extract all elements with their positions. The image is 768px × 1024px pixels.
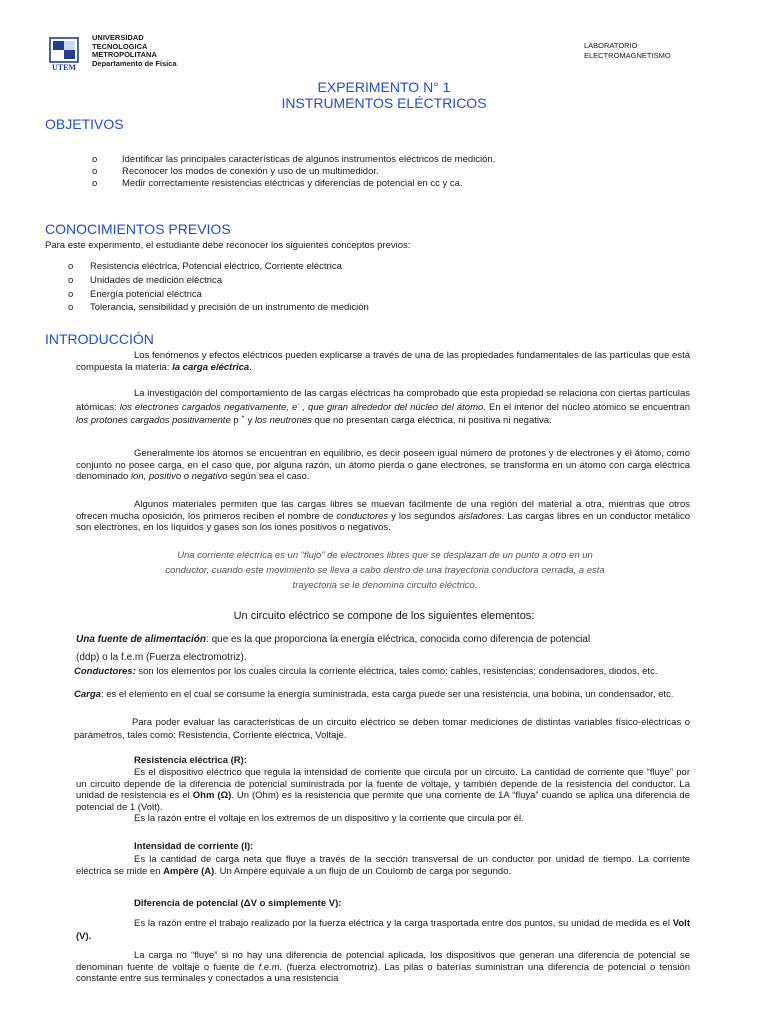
intensidad-paragraph bbox=[76, 854, 690, 877]
list-item-text: Unidades de medición eléctrica bbox=[90, 274, 223, 286]
circuit-intro: Un circuito eléctrico se compone de los siguientes elementos: bbox=[233, 610, 535, 622]
term-text: : que es la que proporciona la energía eléctrica, conocida como diferencia de potencial bbox=[206, 634, 591, 645]
paragraph bbox=[76, 950, 690, 985]
emphasis-text: los protones cargados positivamente bbox=[76, 415, 231, 427]
bullet-marker: o bbox=[92, 166, 98, 177]
text-run: . Las cargas libres en un conductor metálico son electrones, en los líquidos y gases son los iones positivos o negativos. bbox=[76, 510, 690, 533]
quote-line: Una corriente eléctrica es un “flujo” de electrones libres que se desplazan de un punto a otro en un bbox=[177, 550, 593, 561]
diferencia-heading: Diferencia de potencial (ΔV o simplemente V): bbox=[134, 898, 342, 909]
quote-line: conductor, cuando este movimiento se lleva a cabo dentro de una trayectoria conductora cerrada, a esta bbox=[165, 565, 605, 576]
section-heading-objetivos: OBJETIVOS bbox=[45, 116, 124, 132]
text-run: Es el dispositivo eléctrico que regula la intensidad de corriente que circula por un circuito. La cantidad de corriente que “fluye” por un circuito depende de la diferencia de potencial suministrada por la fuente de voltaje, y también depende de la resistencia del conductor. La unidad de resistencia es el bbox=[76, 767, 690, 801]
diferencia-paragraph bbox=[76, 917, 690, 943]
list-item-text: Tolerancia, sensibilidad y precisión de un instrumento de medición bbox=[90, 302, 369, 314]
emphasis-text: f.e.m. bbox=[258, 961, 283, 973]
fuente-item bbox=[76, 631, 590, 667]
list-item-text: Resistencia eléctrica, Potencial eléctrico, Corriente eléctrica bbox=[90, 261, 342, 272]
fuente-line: (ddp) o la f.e.m (Fuerza electromotriz). bbox=[76, 652, 247, 663]
emphasis-text: conductores bbox=[336, 510, 389, 522]
emphasis-text: ion, positivo o negativo bbox=[130, 471, 228, 482]
term-text: son los elementos por los cuales circula la corriente eléctrica, tales como: cables, resistencias; condensadores, diodos, etc. bbox=[135, 666, 658, 677]
unit-text: Ampère (A) bbox=[163, 865, 215, 877]
text-run: Generalmente los átomos se encuentran en equilibrio, es decir poseen igual número de protones y de electrones y el átomo, como conjunto no posee carga, en el caso que, por alguna razón, un átomo pierda o gane electrones, se transforma en un átomo con carga eléctrica denominado bbox=[76, 448, 690, 482]
intro-paragraph-4 bbox=[76, 499, 690, 534]
utem-logo bbox=[46, 37, 82, 73]
emphasis-text: aisladores bbox=[458, 510, 502, 522]
university-line: UNIVERSIDAD bbox=[92, 33, 144, 42]
paragraph bbox=[76, 917, 690, 943]
text-run: y bbox=[244, 415, 255, 427]
diferencia-paragraph-2 bbox=[76, 950, 690, 985]
text-run: p bbox=[230, 415, 242, 427]
list-item bbox=[92, 178, 495, 190]
text-run: Algunos materiales permiten que las cargas libres se muevan fácilmente de una región del material a otra, mientras que otros ofrecen mucha oposición, los primeros reciben el nombre de bbox=[76, 499, 690, 522]
emphasis-text: los neutrones bbox=[254, 415, 312, 427]
bullet-marker: o bbox=[68, 274, 74, 286]
text-run: y los segundos bbox=[388, 510, 459, 522]
list-item-text: Identificar las principales características de algunos instrumentos eléctricos de medición. bbox=[122, 154, 496, 165]
mediciones-paragraph bbox=[74, 716, 690, 742]
term-label: Carga bbox=[74, 689, 101, 700]
text-run: La investigación del comportamiento de las cargas eléctricas ha comprobado que esta propiedad se relaciona con ciertas partículas atómicas: bbox=[76, 388, 690, 413]
lab-name bbox=[584, 41, 671, 60]
section-heading-introduccion: INTRODUCCIÓN bbox=[45, 331, 154, 347]
text-run: . Un Ampère equivale a un flujo de un Coulomb de carga por segundo. bbox=[214, 865, 512, 877]
bullet-marker: o bbox=[68, 261, 74, 272]
text-run: según sea el caso. bbox=[227, 471, 310, 482]
carga-item bbox=[74, 690, 690, 701]
university-name bbox=[92, 34, 177, 68]
quote-line: trayectoria se le denomina circuito eléctrico. bbox=[292, 580, 478, 591]
objetivos-list bbox=[92, 154, 495, 190]
paragraph bbox=[76, 448, 690, 483]
text-run: Los fenómenos y efectos eléctricos pueden explicarse a través de una de las propiedades fundamentales de las partículas que está compuesta la materia: bbox=[76, 350, 690, 373]
text-run: (fuerza electromotriz). Las pilas o baterías suministran una diferencia de potencial o tensión constante entre sus terminales y conectados a una resistencia bbox=[76, 961, 691, 984]
intensidad-heading: Intensidad de corriente (I): bbox=[134, 841, 254, 852]
conocimientos-list bbox=[68, 260, 369, 315]
list-item bbox=[68, 260, 369, 274]
resistencia-paragraph bbox=[76, 767, 690, 825]
text-run: Es la cantidad de carga neta que fluye a través de la sección transversal de un conductor por unidad de tiempo. La corriente eléctrica se mide en bbox=[76, 854, 690, 877]
university-line: TECNOLOGICA bbox=[92, 41, 148, 51]
lab-line: ELECTROMAGNETISMO bbox=[584, 50, 671, 60]
intro-paragraph-1 bbox=[76, 350, 690, 373]
conductores-item bbox=[74, 667, 690, 678]
logo-text: UTEM bbox=[52, 63, 76, 72]
text-run: Es la razón entre el trabajo realizado por la fuerza eléctrica y la carga trasportada entre dos puntos, su unidad de medida es el bbox=[134, 918, 673, 929]
definition-quote bbox=[60, 548, 710, 593]
paragraph bbox=[74, 690, 690, 701]
conocimientos-intro: Para este experimento, el estudiante debe reconocer los siguientes conceptos previos: bbox=[45, 240, 411, 251]
list-item bbox=[68, 301, 369, 315]
list-item bbox=[68, 274, 369, 288]
paragraph bbox=[76, 854, 690, 877]
superscript: + bbox=[241, 415, 245, 422]
section-heading-conocimientos: CONOCIMIENTOS PREVIOS bbox=[45, 221, 231, 237]
text-run: . bbox=[249, 361, 252, 373]
paragraph: Es la razón entre el voltaje en los extremos de un dispositivo y la corriente que circula por él. bbox=[134, 813, 524, 824]
list-item-text: Reconocer los modos de conexión y uso de un multimedidor. bbox=[122, 166, 379, 177]
department-line: Departamento de Física bbox=[92, 58, 177, 68]
list-item bbox=[92, 166, 495, 178]
lab-line: LABORATORIO bbox=[584, 41, 638, 50]
term-label: Conductores: bbox=[74, 666, 136, 677]
text-run: . En el interior del núcleo atómico se encuentran bbox=[483, 401, 690, 413]
fuente-line bbox=[76, 631, 590, 649]
emphasis-text: , que giran alrededor del núcleo del átomo bbox=[299, 401, 484, 413]
term-label: Una fuente de alimentación bbox=[76, 634, 207, 645]
list-item-text: Energía potencial eléctrica bbox=[90, 288, 202, 300]
page-subtitle: INSTRUMENTOS ELÉCTRICOS bbox=[281, 95, 487, 111]
paragraph bbox=[76, 499, 690, 534]
bullet-marker: o bbox=[92, 178, 98, 189]
intro-paragraph-2 bbox=[76, 388, 690, 427]
unit-text: Volt (V). bbox=[76, 918, 690, 942]
paragraph bbox=[76, 767, 690, 813]
unit-text: Ohm (Ω) bbox=[192, 790, 232, 801]
intro-paragraph-3 bbox=[76, 448, 690, 483]
paragraph bbox=[76, 388, 690, 427]
text-run: . Un (Ohm) es la resistencia que permite que una corriente de 1A “fluya” cuando se aplica una diferencia de potencial de 1 (Volt). bbox=[76, 790, 690, 813]
list-item bbox=[68, 288, 369, 302]
bullet-marker: o bbox=[68, 288, 74, 300]
emphasis-text: la carga eléctrica bbox=[172, 361, 250, 373]
text-run: La carga no “fluye” si no hay una diferencia de potencial aplicada, los dispositivos que generan una diferencia de potencial se denominan fuente de voltaje o fuente de bbox=[76, 950, 690, 973]
list-item bbox=[92, 154, 495, 166]
paragraph bbox=[74, 667, 690, 678]
term-text: : es el elemento en el cual se consume la energía suministrada, esta carga puede ser una resistencia, una bobina, un condensador, etc. bbox=[100, 689, 674, 700]
paragraph bbox=[76, 350, 690, 373]
superscript: - bbox=[297, 401, 300, 408]
text-run: que no presentan carga eléctrica, ni positiva ni negativa. bbox=[311, 415, 552, 427]
emphasis-text: los electrones cargados negativamente, e bbox=[119, 401, 298, 413]
bullet-marker: o bbox=[68, 302, 74, 314]
bullet-marker: o bbox=[92, 154, 98, 165]
university-line: METROPOLITANA bbox=[92, 50, 157, 60]
resistencia-heading: Resistencia eléctrica (R): bbox=[134, 755, 247, 766]
page-title: EXPERIMENTO N° 1 bbox=[317, 79, 451, 95]
list-item-text: Medir correctamente resistencias eléctricas y diferencias de potencial en cc y ca. bbox=[122, 178, 463, 189]
paragraph: Para poder evaluar las características de un circuito eléctrico se deben tomar mediciones de distintas variables físico-eléctricas o parámetros, tales como: Resistencia, Corriente eléctrica, Voltaje. bbox=[74, 717, 690, 741]
